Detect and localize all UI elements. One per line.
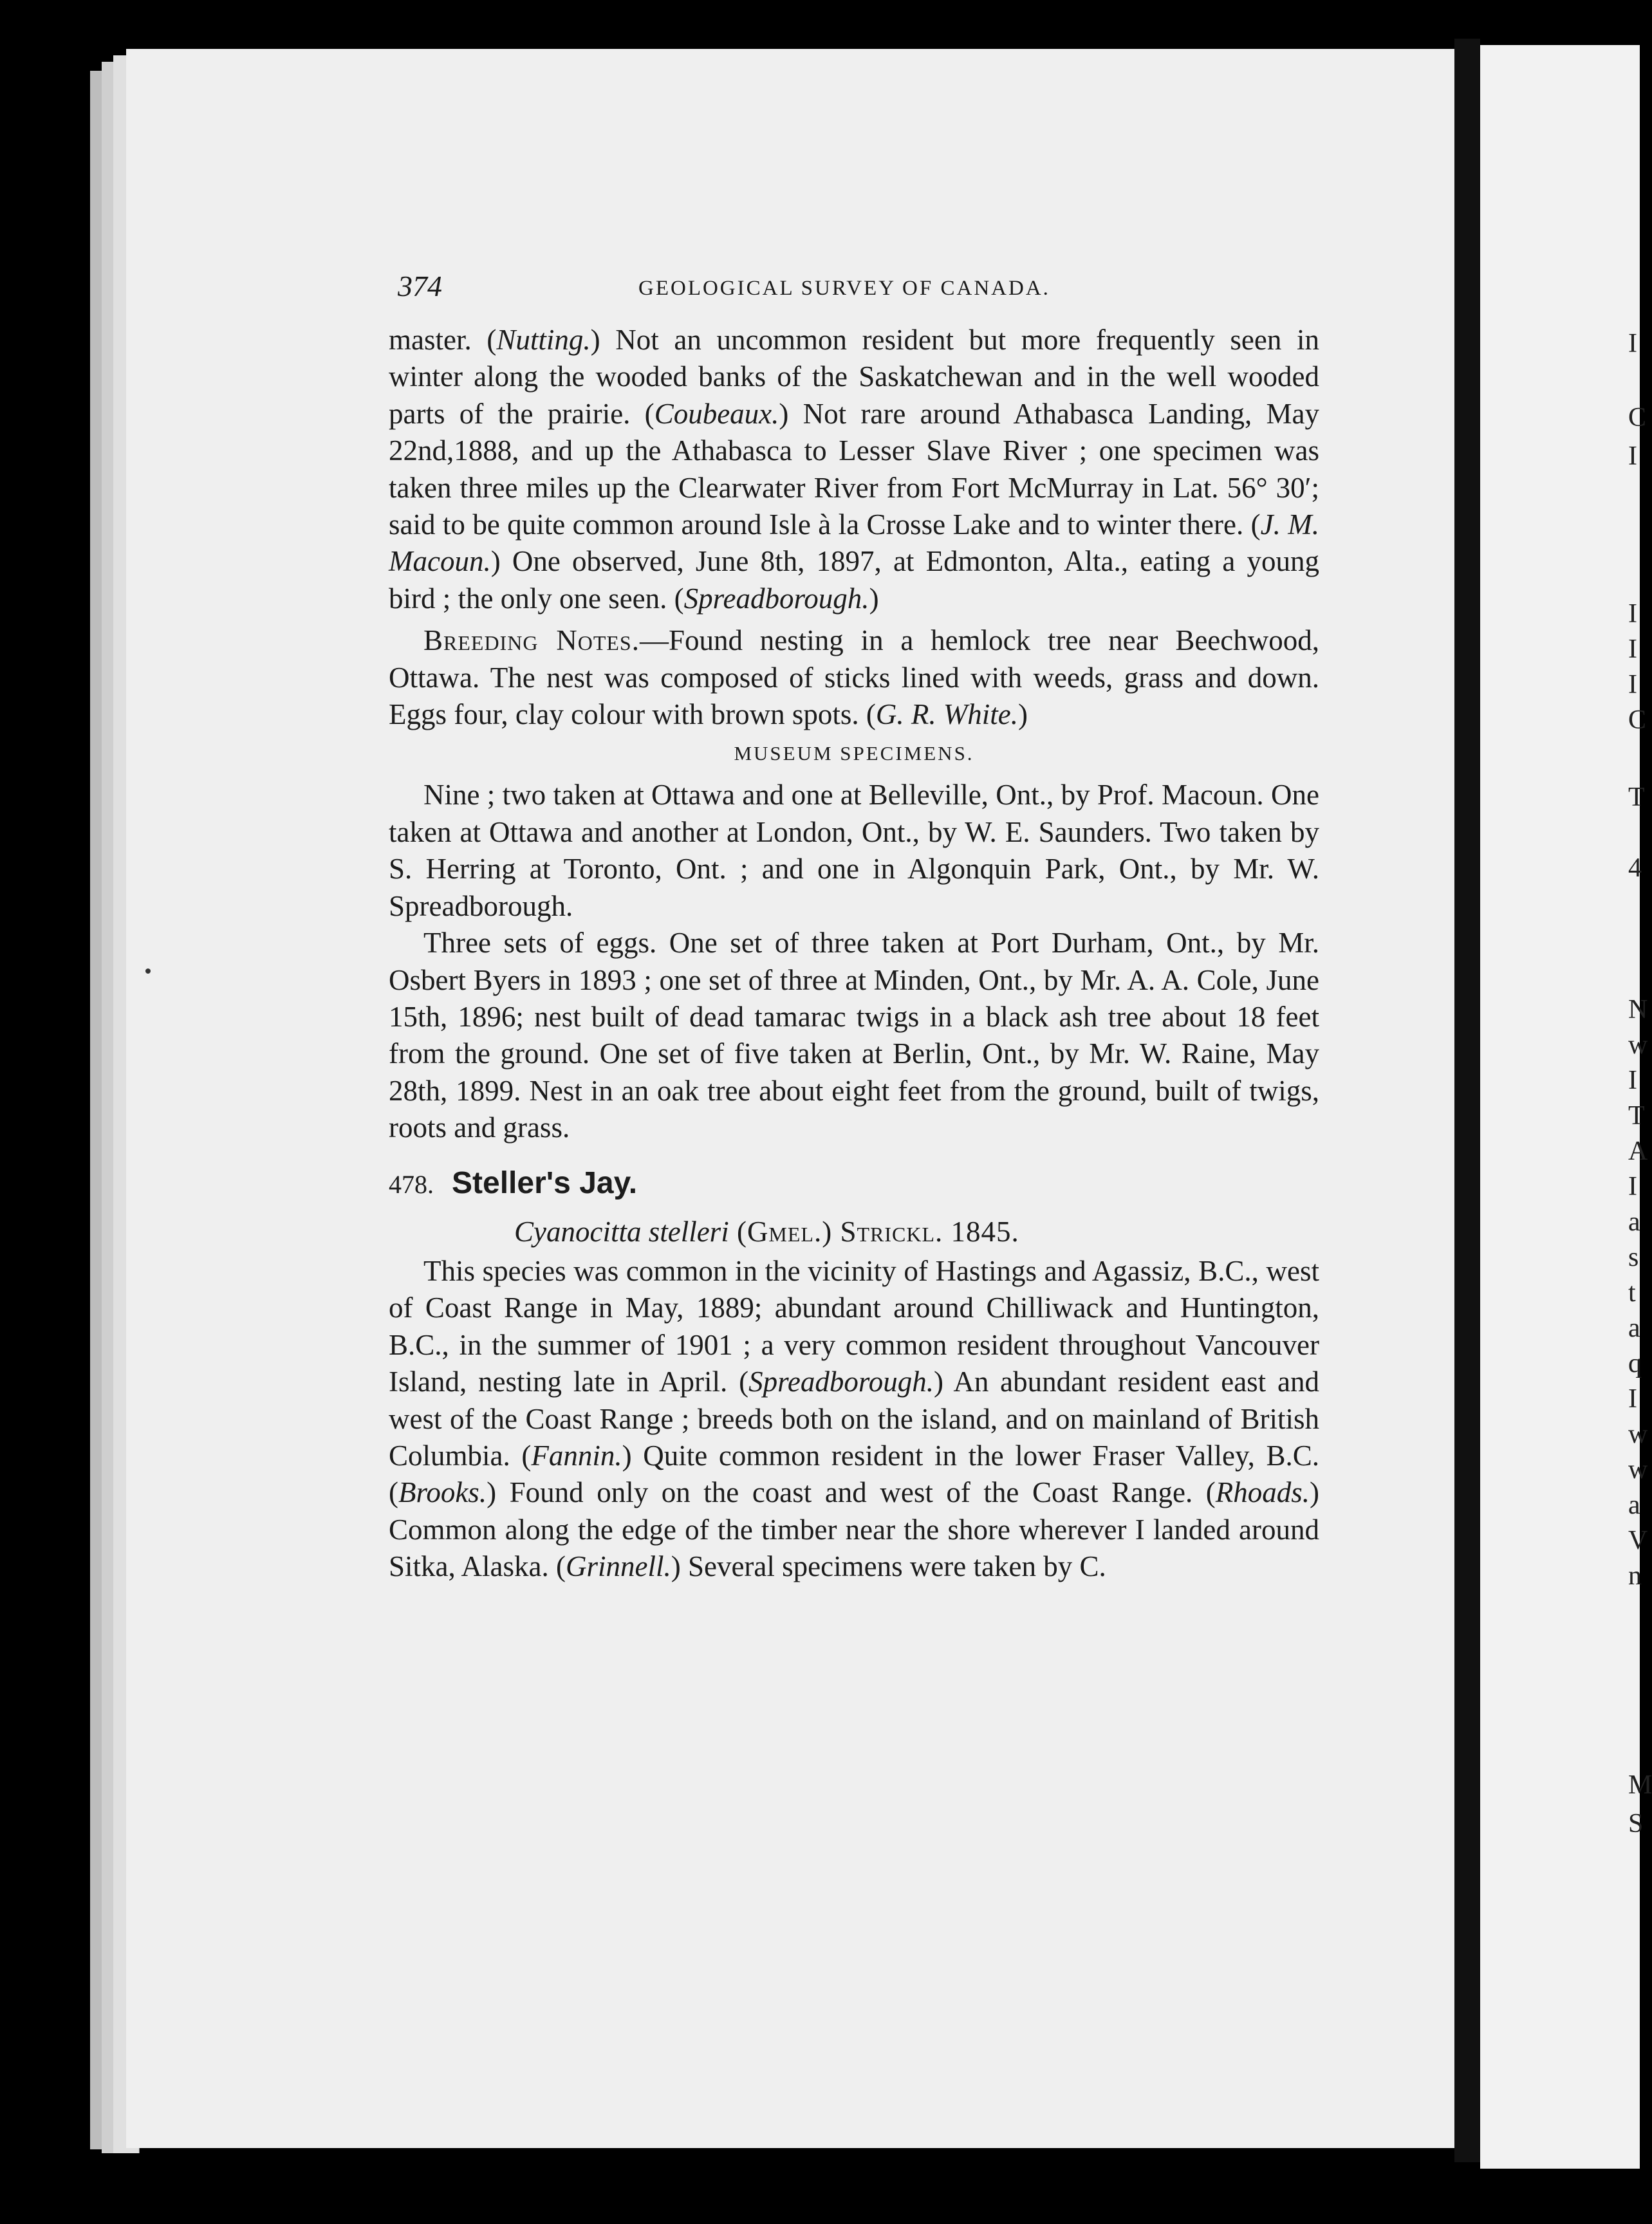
species-heading: [389, 1161, 1319, 1207]
right-page-fragment: C: [1628, 403, 1647, 432]
right-page-fragment: t: [1628, 1278, 1636, 1308]
right-page-fragment: I: [1628, 670, 1637, 700]
right-page-fragment: w: [1628, 1420, 1648, 1449]
museum-specimens-heading: MUSEUM SPECIMENS.: [734, 742, 974, 765]
right-page-fragment: N: [1628, 995, 1648, 1024]
species-name: Steller's Jay.: [452, 1165, 638, 1200]
right-page-fragment: a: [1628, 1207, 1640, 1237]
right-page-fragment: I: [1628, 1066, 1637, 1095]
running-head: GEOLOGICAL SURVEY OF CANADA.: [638, 277, 1050, 300]
right-page-fragment: I: [1628, 441, 1637, 471]
species-number: 478.: [389, 1169, 434, 1199]
right-page-fragment: I: [1628, 599, 1637, 629]
page-header: [398, 269, 1318, 308]
right-page: [1480, 45, 1640, 2169]
right-page-fragment: V: [1628, 1526, 1648, 1555]
paragraph: Three sets of eggs. One set of three taken at Port Durham, Ont., by Mr. Osbert Byers in 1893 ; one set of three at Minden, Ont., by Mr. A. A. Cole, June 15th, 1896; nest built of dead tamarac twigs in a black ash tree about 18 feet from the ground. One set of five taken at Berlin, Ont., by Mr. W. Raine, May 28th, 1899. Nest in an oak tree about eight feet from the ground, built of twigs, roots and grass.: [389, 927, 1319, 1144]
breeding-notes-paragraph: Breeding Notes.—Found nesting in a hemlock tree near Beechwood, Ottawa. The nest was composed of sticks lined with weeds, grass and down. Eggs four, clay colour with brown spots. (G. R. White.): [389, 624, 1319, 731]
speck-mark: [145, 968, 151, 974]
paragraph: master. (Nutting.) Not an uncommon resident but more frequently seen in winter along the wooded banks of the Saskatchewan and in the well wooded parts of the prairie. (Coubeaux.) Not rare around Athabasca Landing, May 22nd,1888, and up the Athabasca to Lesser Slave River ; one specimen was taken three miles up the Clearwater River from Fort McMurray in Lat. 56° 30′; said to be quite common around Isle à la Crosse Lake and to winter there. (J. M. Macoun.) One observed, June 8th, 1897, at Edmonton, Alta., eating a young bird ; the only one seen. (Spreadborough.): [389, 324, 1320, 615]
page-number: 374: [398, 270, 442, 302]
right-page-fragment: w: [1628, 1455, 1648, 1485]
right-page-fragment: 4: [1628, 853, 1642, 883]
right-page-fragment: a: [1628, 1313, 1640, 1343]
paragraph: This species was common in the vicinity of Hastings and Agassiz, B.C., west of Coast Range in May, 1889; abundant around Chilliwack and Huntington, B.C., in the summer of 1901 ; a very common resident throughout Vancouver Island, nesting late in April. (Spreadborough.) An abundant resident east and west of the Coast Range ; breeds both on the island, and on mainland of British Columbia. (Fannin.) Quite common resident in the lower Fraser Valley, B.C. (Brooks.) Found only on the coast and west of the Coast Range. (Rhoads.) Common along the edge of the timber near the shore wherever I landed around Sitka, Alaska. (Grinnell.) Several specimens were taken by C.: [389, 1254, 1319, 1583]
binomial-name: Cyanocitta stelleri (Gmel.) Strickl. 1845.: [514, 1215, 1019, 1248]
right-page-fragment: S: [1628, 1809, 1644, 1839]
right-page-fragment: M: [1628, 1770, 1652, 1800]
right-page-fragment: a: [1628, 1490, 1640, 1520]
right-page-fragment: q: [1628, 1349, 1642, 1378]
right-page-fragment: I: [1628, 635, 1637, 664]
right-page-fragment: I: [1628, 1384, 1637, 1414]
right-page-fragment: T: [1628, 1101, 1645, 1131]
body-text: [389, 322, 1319, 1586]
right-page-fragment: A: [1628, 1136, 1648, 1166]
paragraph: Nine ; two taken at Ottawa and one at Belleville, Ont., by Prof. Macoun. One taken at Ottawa and another at London, Ont., by W. E. Saunders. Two taken by S. Herring at Toronto, Ont. ; and one in Algonquin Park, Ont., by Mr. W. Spreadborough.: [389, 779, 1319, 922]
book-gutter: [1454, 39, 1480, 2162]
right-page-fragment: n: [1628, 1561, 1642, 1591]
right-page-fragment: T: [1628, 783, 1645, 812]
right-page-fragment: w: [1628, 1030, 1648, 1060]
right-page-fragment: I: [1628, 1172, 1637, 1201]
right-page-fragment: s: [1628, 1243, 1639, 1272]
right-page-fragment: I: [1628, 329, 1637, 358]
right-page-fragment: C: [1628, 705, 1647, 735]
breeding-notes-label: Breeding Notes.: [423, 624, 640, 657]
